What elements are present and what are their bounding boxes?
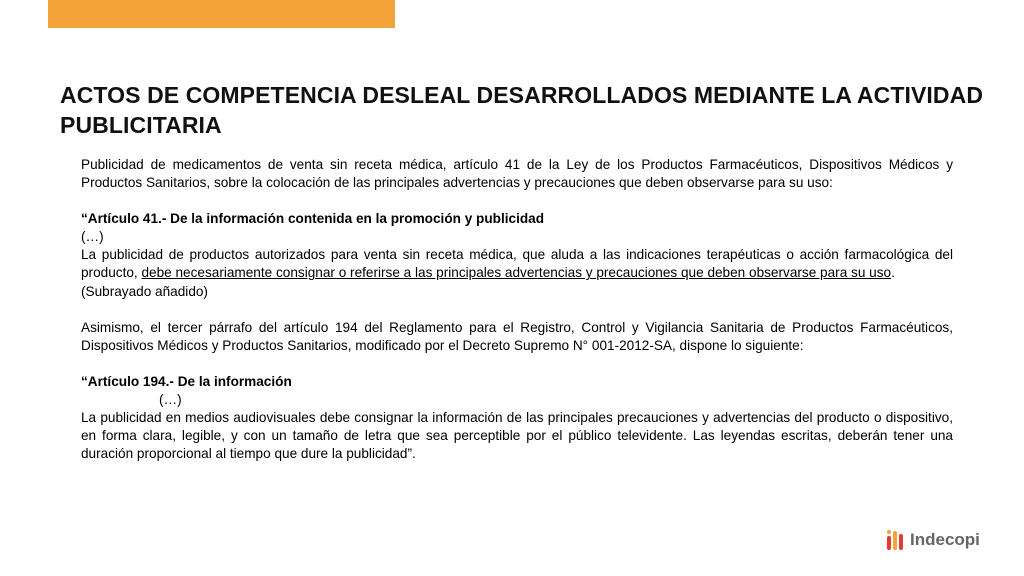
underlined-text: debe necesariamente consignar o referirse a las principales advertencias y precauciones que deben observarse para su uso — [141, 265, 892, 281]
intro-paragraph: Publicidad de medicamentos de venta sin receta médica, artículo 41 de la Ley de los Productos Farmacéuticos, Dispositivos Médicos y Productos Sanitarios, sobre la colocación de las principales advertencias y precauciones que deben observarse para su uso: — [81, 157, 953, 191]
indecopi-logo — [886, 528, 980, 552]
article-194-heading: “Artículo 194.- De la información — [81, 373, 292, 389]
top-accent-bar — [48, 0, 395, 28]
article-41-heading: “Artículo 41.- De la información contenida en la promoción y publicidad — [81, 211, 545, 227]
article-41-note: (Subrayado añadido) — [81, 283, 208, 299]
reglamento-paragraph: Asimismo, el tercer párrafo del artículo 194 del Reglamento para el Registro, Control y Vigilancia Sanitaria de Productos Farmacéuticos, Dispositivos Médicos y Productos Sanitarios, modificado por el Decreto Supremo N° 001-2012-SA, dispone lo siguiente: — [81, 319, 953, 353]
article-194-text: La publicidad en medios audiovisuales debe consignar la información de las principales precauciones y advertencias del producto o dispositivo, en forma clara, legible, y con un tamaño de letra que sea perceptible por el público televidente. Las leyendas escritas, deberán tener una duración proporcional al tiempo que dure la publicidad”. — [81, 410, 953, 462]
article-194-ellipsis: (…) — [159, 391, 182, 407]
indecopi-logo-icon — [886, 528, 906, 552]
main-text — [81, 156, 953, 463]
article-41-text: La publicidad de productos autorizados para venta sin receta médica, que aluda a las indicaciones terapéuticas o acción farmacológica del producto, debe necesariamente consignar o referirse a las principales advertencias y precauciones que deben observarse para su uso. — [81, 247, 953, 281]
page-title: ACTOS DE COMPETENCIA DESLEAL DESARROLLADOS MEDIANTE LA ACTIVIDAD PUBLICITARIA — [60, 82, 984, 138]
article-41-ellipsis: (…) — [81, 229, 104, 245]
logo-text: Indecopi — [910, 530, 980, 549]
